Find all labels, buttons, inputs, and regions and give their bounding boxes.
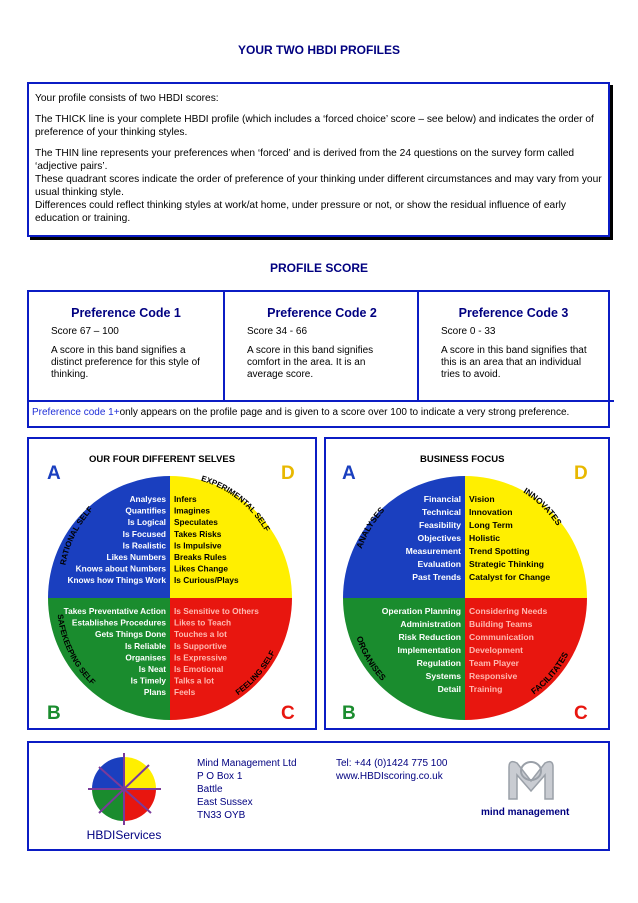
preference-code-title: Preference Code 3	[458, 306, 569, 320]
quadrant-a-item: Knows how Things Work	[67, 575, 166, 586]
quadrant-a-item: Feasibility	[418, 520, 461, 530]
quadrant-b-item: Regulation	[416, 658, 461, 668]
address-line: Battle	[197, 784, 223, 795]
preference-code-desc: A score in this band signifies a distinct preference for this style of thinking.	[51, 345, 200, 380]
quadrant-a-item: Past Trends	[412, 572, 461, 582]
arc-label-a: ANALYSES	[354, 504, 387, 550]
quadrant-b-item: Plans	[143, 687, 166, 698]
quadrant-b-item: Gets Things Done	[95, 629, 166, 640]
arc-label-d: EXPERIMENTAL SELF	[200, 473, 272, 534]
intro-paragraph: These quadrant scores indicate the order of preference of your thinking under different circumstances and may vary from your usual thinking style.	[35, 174, 602, 198]
mind-management-logo-icon	[501, 755, 561, 805]
quadrant-a-item: Likes Numbers	[106, 552, 166, 562]
quadrant-c-item: Building Teams	[469, 619, 533, 629]
logo-cross-lines	[88, 753, 161, 825]
profile-score-heading: PROFILE SCORE	[269, 261, 368, 275]
quadrant-a-item: Measurement	[405, 546, 461, 556]
quadrant-d-item: Is Curious/Plays	[174, 575, 239, 586]
address-line: East Sussex	[197, 797, 253, 808]
contact-details	[336, 757, 447, 783]
quadrant-d-item: Takes Risks	[174, 528, 222, 539]
quadrant-d-item: Likes Change	[174, 563, 228, 574]
quadrant-d-item: Innovation	[469, 507, 513, 517]
postal-address	[197, 757, 297, 822]
quadrant-d-item: Long Term	[469, 520, 513, 530]
preference-code-2	[225, 292, 419, 398]
quadrant-d-item: Strategic Thinking	[469, 559, 544, 569]
preference-note	[29, 400, 614, 423]
page-title: YOUR TWO HBDI PROFILES	[238, 43, 400, 57]
quadrant-b-item: Organises	[125, 652, 166, 663]
quadrant-b-item: Risk Reduction	[398, 632, 461, 642]
arc-label-c: FEELING SELF	[233, 648, 277, 697]
quadrant-a-item: Is Realistic	[122, 540, 166, 551]
brand-name: mind management	[481, 807, 570, 818]
preference-note-text: only appears on the profile page and is given to a score over 100 to indicate a very strong preference.	[119, 407, 570, 418]
preference-code-box	[27, 290, 610, 428]
preference-code-score: Score 34 - 66	[247, 326, 308, 337]
four-selves-panel	[27, 437, 317, 730]
quadrant-a-item: Evaluation	[417, 559, 461, 569]
quadrant-d-item: Vision	[469, 494, 495, 504]
intro-paragraph: Differences could reflect thinking styles at work/at home, under pressure or not, or show the residual influence of early education or training.	[35, 200, 566, 224]
quadrant-c-item: Is Expressive	[174, 652, 228, 663]
preference-code-score: Score 67 – 100	[51, 326, 119, 337]
quadrant-letter-b: B	[342, 703, 356, 724]
quadrant-d-item: Trend Spotting	[469, 546, 530, 556]
quadrant-d-item: Breaks Rules	[174, 552, 227, 562]
arc-label-b: ORGANISES	[354, 634, 389, 683]
quadrant-b-item: Detail	[437, 684, 461, 694]
quadrant-d-item: Is Impulsive	[174, 540, 222, 551]
quadrant-c-item: Is Sensitive to Others	[174, 606, 259, 616]
quadrant-b-item: Takes Preventative Action	[63, 606, 166, 616]
preference-code-3	[419, 292, 608, 398]
four-selves-diagram	[29, 439, 315, 728]
contact-footer	[27, 741, 610, 851]
preference-note-highlight: Preference code 1+	[32, 407, 120, 418]
preference-code-title: Preference Code 1	[71, 306, 181, 320]
intro-box	[27, 82, 610, 237]
quadrant-c-item: Likes to Teach	[174, 617, 232, 628]
business-focus-diagram	[326, 439, 608, 728]
preference-code-title: Preference Code 2	[267, 306, 377, 320]
quadrant-b-item: Is Timely	[130, 675, 166, 686]
arc-label-d: INNOVATES	[521, 485, 564, 528]
quadrant-d-item: Speculates	[174, 517, 218, 528]
quadrant-b-item: Establishes Procedures	[71, 617, 166, 628]
quadrant-c-item: Is Supportive	[174, 640, 227, 651]
quadrant-b-item: Systems	[425, 671, 461, 681]
quadrant-d-item: Catalyst for Change	[469, 572, 551, 582]
quadrant-a-item: Technical	[421, 507, 461, 517]
preference-code-desc: A score in this band signifies that this is an area that an individual tries to avoid.	[441, 345, 587, 380]
quadrant-b-item: Is Reliable	[124, 640, 166, 651]
quadrant-d-item: Infers	[174, 494, 197, 504]
quadrant-b-item: Implementation	[397, 645, 461, 655]
quadrant-c-item: Feels	[174, 687, 196, 698]
quadrant-b-item: Administration	[400, 619, 461, 629]
preference-code-score: Score 0 - 33	[441, 326, 496, 337]
quadrant-c-item: Touches a lot	[174, 629, 227, 640]
quadrant-c-item: Training	[469, 684, 503, 694]
address-line: TN33 OYB	[197, 810, 246, 821]
intro-paragraph: The THICK line is your complete HBDI profile (which includes a ‘forced choice’ score – see below) and indicates the order of preference of your thinking styles.	[35, 114, 594, 138]
website-link[interactable]: www.HBDIscoring.co.uk	[336, 771, 443, 782]
quadrant-c-item: Responsive	[469, 671, 518, 681]
quadrant-c-item: Team Player	[469, 658, 520, 668]
quadrant-a-item: Knows about Numbers	[75, 563, 166, 574]
intro-paragraph: The THIN line represents your preferences when ‘forced’ and is derived from the 24 questions on the survey form called ‘adjective pairs’.	[35, 148, 575, 172]
quadrant-c-item: Considering Needs	[469, 606, 548, 616]
quadrant-a-item: Is Logical	[127, 517, 166, 528]
quadrant-c-item: Is Emotional	[174, 664, 224, 674]
quadrant-c-item: Talks a lot	[174, 675, 214, 686]
preference-code-desc: A score in this band signifies comfort in the area. It is an average score.	[247, 345, 374, 380]
quadrant-b-item: Operation Planning	[381, 606, 461, 616]
quadrant-a-item: Quantifies	[125, 505, 166, 516]
preference-code-1	[29, 292, 223, 398]
quadrant-a-item: Is Focused	[122, 528, 166, 539]
quadrant-letter-c: C	[574, 703, 588, 724]
quadrant-a-item: Analyses	[129, 494, 166, 504]
address-line: P O Box 1	[197, 771, 243, 782]
four-selves-title: OUR FOUR DIFFERENT SELVES	[89, 454, 236, 465]
quadrant-a-item: Financial	[423, 494, 461, 504]
quadrant-letter-a: A	[47, 463, 61, 484]
business-focus-panel	[324, 437, 610, 730]
quadrant-c-item: Communication	[469, 632, 534, 642]
quadrant-letter-b: B	[47, 703, 61, 724]
phone-number: Tel: +44 (0)1424 775 100	[336, 758, 448, 769]
quadrant-d-item: Holistic	[469, 533, 501, 543]
business-focus-title: BUSINESS FOCUS	[420, 454, 505, 465]
address-line: Mind Management Ltd	[197, 758, 297, 769]
hbdi-services-logo	[69, 749, 179, 844]
quadrant-letter-d: D	[281, 463, 295, 484]
quadrant-d-item: Imagines	[174, 505, 210, 516]
arc-label-c: FACILITATES	[529, 650, 571, 697]
quadrant-a-item: Objectives	[417, 533, 461, 543]
logo-text: HBDIServices	[86, 828, 162, 842]
arc-label-a: RATIONAL SELF	[58, 504, 95, 566]
arc-label-b: SAFEKEEPING SELF	[55, 613, 98, 687]
quadrant-c-item: Development	[469, 645, 523, 655]
quadrant-letter-d: D	[574, 463, 588, 484]
intro-paragraph: Your profile consists of two HBDI scores:	[35, 93, 219, 104]
quadrant-letter-a: A	[342, 463, 356, 484]
quadrant-b-item: Is Neat	[138, 664, 166, 674]
quadrant-letter-c: C	[281, 703, 295, 724]
